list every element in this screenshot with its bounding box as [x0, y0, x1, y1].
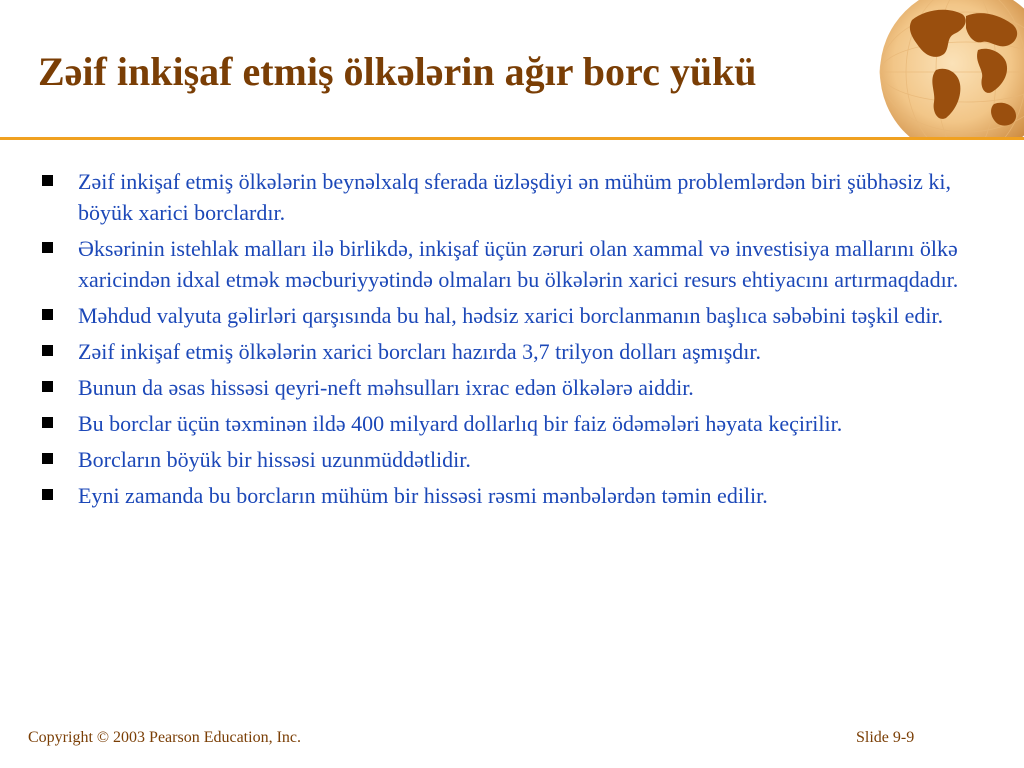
bullet-text: Zəif inkişaf etmiş ölkələrin beynəlxalq sferada üzləşdiyi ən mühüm problemlərdən biri şübhəsiz ki, böyük xarici borclardır. [78, 169, 952, 225]
list-item [38, 233, 988, 295]
list-item [38, 166, 988, 228]
list-item [38, 336, 988, 367]
slide-title: Zəif inkişaf etmiş ölkələrin ağır borc yükü [38, 49, 757, 94]
square-bullet-icon [42, 345, 53, 356]
square-bullet-icon [42, 417, 53, 428]
list-item [38, 444, 988, 475]
bullet-text: Bu borclar üçün təxminən ildə 400 milyard dollarlıq bir faiz ödəmələri həyata keçirilir. [78, 411, 843, 436]
title-divider [0, 137, 1024, 140]
globe-icon [866, 0, 1024, 140]
square-bullet-icon [42, 309, 53, 320]
list-item [38, 408, 988, 439]
square-bullet-icon [42, 175, 53, 186]
footer-slide-number: Slide 9-9 [856, 729, 915, 746]
square-bullet-icon [42, 381, 53, 392]
bullet-text: Məhdud valyuta gəlirləri qarşısında bu hal, hədsiz xarici borclanmanın başlıca səbəbini təşkil edir. [78, 303, 944, 328]
bullet-text: Əksərinin istehlak malları ilə birlikdə, inkişaf üçün zəruri olan xammal və investisiya mallarını ölkə xaricindən idxal etmək məcburiyyətində olmaları bu ölkələrin xarici resurs ehtiyacını artırmaqdadır. [78, 236, 959, 292]
square-bullet-icon [42, 453, 53, 464]
bullet-list [38, 166, 988, 516]
footer-copyright: Copyright © 2003 Pearson Education, Inc. [28, 729, 301, 746]
list-item [38, 300, 988, 331]
bullet-text: Eyni zamanda bu borcların mühüm bir hissəsi rəsmi mənbələrdən təmin edilir. [78, 483, 768, 508]
list-item [38, 480, 988, 511]
bullet-text: Zəif inkişaf etmiş ölkələrin xarici borcları hazırda 3,7 trilyon dolları aşmışdır. [78, 339, 762, 364]
bullet-text: Borcların böyük bir hissəsi uzunmüddətlidir. [78, 447, 471, 472]
list-item [38, 372, 988, 403]
square-bullet-icon [42, 489, 53, 500]
bullet-text: Bunun da əsas hissəsi qeyri-neft məhsulları ixrac edən ölkələrə aiddir. [78, 375, 694, 400]
square-bullet-icon [42, 242, 53, 253]
